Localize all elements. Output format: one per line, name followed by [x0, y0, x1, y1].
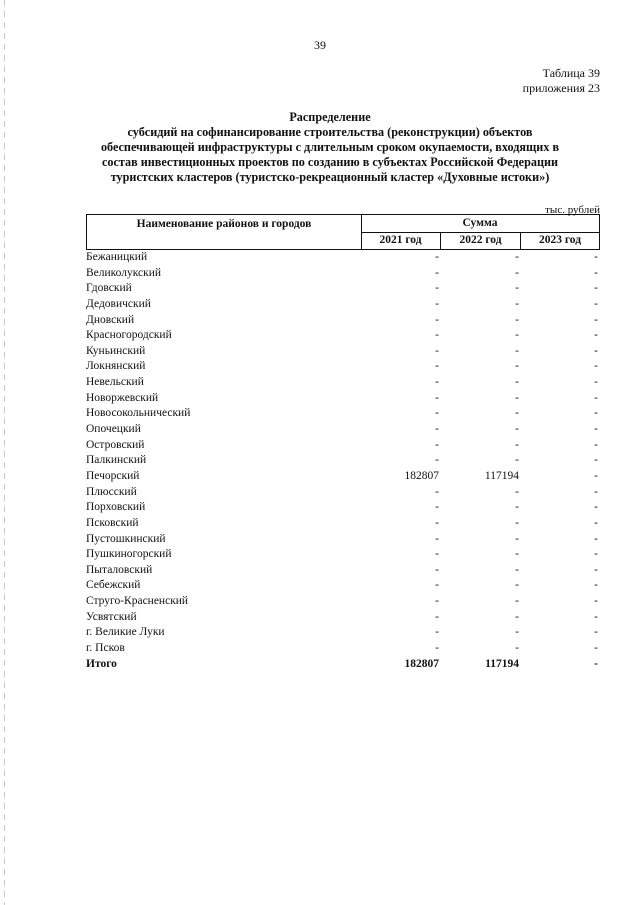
- district-name: Дедовичский: [86, 297, 151, 310]
- value-2022: -: [515, 313, 519, 326]
- value-2022: -: [515, 579, 519, 592]
- table-row: [86, 297, 600, 313]
- table-row: [86, 406, 600, 422]
- table-reference: [523, 66, 600, 96]
- title-heading: Распределение: [289, 110, 371, 124]
- value-2021: -: [435, 266, 439, 279]
- district-name: Новосокольнический: [86, 407, 191, 420]
- value-2022: -: [515, 266, 519, 279]
- value-2021: -: [435, 485, 439, 498]
- title-line: туристских кластеров (туристско-рекреационный кластер «Духовные истоки»): [110, 170, 550, 184]
- district-name: Пустошкинский: [86, 532, 166, 545]
- table-row: [86, 563, 600, 579]
- district-name: Локнянский: [86, 360, 146, 373]
- value-2023: -: [594, 329, 598, 342]
- district-name: Пыталовский: [86, 563, 153, 576]
- value-2021: -: [435, 626, 439, 639]
- value-2021: -: [435, 438, 439, 451]
- value-2021: -: [435, 610, 439, 623]
- value-2023: -: [594, 469, 598, 482]
- value-2023: -: [594, 266, 598, 279]
- district-name: Порховский: [86, 501, 146, 514]
- table-row: [86, 266, 600, 282]
- district-name: Палкинский: [86, 454, 147, 467]
- value-2023: -: [594, 610, 598, 623]
- table-row: [86, 532, 600, 548]
- district-name: Гдовский: [86, 282, 132, 295]
- table-row: [86, 422, 600, 438]
- value-2023: -: [594, 313, 598, 326]
- value-2021: -: [435, 642, 439, 655]
- value-2022: -: [515, 297, 519, 310]
- value-2021: -: [435, 282, 439, 295]
- value-2023: -: [594, 423, 598, 436]
- value-2023: -: [594, 642, 598, 655]
- total-label: Итого: [86, 657, 117, 670]
- table-row: [86, 391, 600, 407]
- district-name: Бежаницкий: [86, 251, 148, 263]
- value-2022: -: [515, 563, 519, 576]
- district-name: Плюсский: [86, 485, 137, 498]
- value-2022: -: [515, 610, 519, 623]
- value-2021: -: [435, 329, 439, 342]
- value-2022: -: [515, 391, 519, 404]
- header-year-2022: 2022 год: [441, 232, 521, 249]
- table-row: [86, 453, 600, 469]
- value-2022: -: [515, 548, 519, 561]
- table-row: [86, 313, 600, 329]
- title-line: обеспечивающей инфраструктуры с длительным сроком окупаемости, входящих в: [100, 140, 560, 154]
- district-name: Невельский: [86, 376, 144, 389]
- value-2021: -: [435, 548, 439, 561]
- total-2021: 182807: [404, 657, 439, 670]
- district-name: Опочецкий: [86, 423, 141, 436]
- table-row: [86, 375, 600, 391]
- table-row: [86, 281, 600, 297]
- table-row: [86, 485, 600, 501]
- value-2023: -: [594, 407, 598, 420]
- value-2023: -: [594, 391, 598, 404]
- value-2021: -: [435, 360, 439, 373]
- value-2023: -: [594, 532, 598, 545]
- table-row: [86, 438, 600, 454]
- district-name: Новоржевский: [86, 391, 159, 404]
- value-2021: -: [435, 313, 439, 326]
- value-2022: -: [515, 642, 519, 655]
- value-2021: -: [435, 376, 439, 389]
- value-2022: -: [515, 251, 519, 263]
- table-row: [86, 625, 600, 641]
- units-label: тыс. рублей: [545, 204, 600, 216]
- table-row: [86, 547, 600, 563]
- value-2022: -: [515, 532, 519, 545]
- value-2021: -: [435, 454, 439, 467]
- value-2023: -: [594, 297, 598, 310]
- title-line: субсидий на софинансирование строительства (реконструкции) объектов: [127, 125, 533, 139]
- value-2023: -: [594, 548, 598, 561]
- header-year-2023: 2023 год: [538, 234, 582, 246]
- value-2022: -: [515, 626, 519, 639]
- value-2023: -: [594, 344, 598, 357]
- value-2022: -: [515, 376, 519, 389]
- district-name: Островский: [86, 438, 145, 451]
- table-body: [86, 250, 600, 672]
- value-2021: -: [435, 579, 439, 592]
- value-2022: -: [515, 516, 519, 529]
- value-2023: -: [594, 485, 598, 498]
- table-row: [86, 359, 600, 375]
- district-name: Печорский: [86, 469, 140, 482]
- header-year-2021: 2021 год: [361, 232, 441, 249]
- value-2023: -: [594, 376, 598, 389]
- table-row: [86, 500, 600, 516]
- table-row: [86, 516, 600, 532]
- value-2022: -: [515, 407, 519, 420]
- value-2021: -: [435, 595, 439, 608]
- table-row: [86, 328, 600, 344]
- district-name: Псковский: [86, 516, 139, 529]
- value-2022: -: [515, 485, 519, 498]
- total-2023: -: [594, 657, 598, 670]
- header-sum: Сумма: [361, 215, 599, 233]
- value-2021: -: [435, 297, 439, 310]
- value-2022: -: [515, 454, 519, 467]
- district-name: Пушкиногорский: [86, 548, 172, 561]
- value-2021: -: [435, 391, 439, 404]
- document-title: [70, 110, 590, 185]
- value-2022: -: [515, 360, 519, 373]
- table-number: Таблица 39: [542, 66, 600, 80]
- district-name: Себежский: [86, 579, 141, 592]
- value-2021: 182807: [404, 469, 439, 482]
- table-header: [86, 214, 600, 250]
- title-line: состав инвестиционных проектов по созданию в субъектах Российской Федерации: [101, 155, 559, 169]
- value-2021: -: [435, 516, 439, 529]
- value-2023: -: [594, 626, 598, 639]
- value-2023: -: [594, 501, 598, 514]
- value-2023: -: [594, 282, 598, 295]
- table-row: [86, 469, 600, 485]
- value-2021: -: [435, 423, 439, 436]
- district-name: Струго-Красненский: [86, 595, 189, 608]
- value-2023: -: [594, 251, 598, 263]
- value-2022: -: [515, 329, 519, 342]
- total-2022: 117194: [485, 657, 519, 670]
- table-row: [86, 594, 600, 610]
- value-2023: -: [594, 438, 598, 451]
- value-2022: -: [515, 595, 519, 608]
- value-2021: -: [435, 501, 439, 514]
- district-name: Дновский: [86, 313, 135, 326]
- district-name: Великолукский: [86, 266, 162, 279]
- value-2021: -: [435, 407, 439, 420]
- value-2022: -: [515, 501, 519, 514]
- district-name: г. Великие Луки: [86, 626, 165, 639]
- district-name: Куньинский: [86, 344, 146, 357]
- value-2022: -: [515, 423, 519, 436]
- value-2023: -: [594, 579, 598, 592]
- value-2023: -: [594, 454, 598, 467]
- scan-edge-line: [4, 0, 5, 905]
- value-2023: -: [594, 516, 598, 529]
- value-2022: -: [515, 438, 519, 451]
- table-row: [86, 610, 600, 626]
- header-district-name: Наименование районов и городов: [87, 215, 362, 249]
- value-2022: 117194: [484, 469, 519, 482]
- value-2023: -: [594, 595, 598, 608]
- table-row: [86, 250, 600, 266]
- district-name: г. Псков: [86, 642, 125, 655]
- value-2023: -: [594, 360, 598, 373]
- district-name: Красногородский: [86, 329, 172, 342]
- value-2021: -: [435, 344, 439, 357]
- table-row: [86, 578, 600, 594]
- value-2023: -: [594, 563, 598, 576]
- value-2021: -: [435, 532, 439, 545]
- appendix-reference: приложения 23: [522, 81, 600, 95]
- table-row: [86, 641, 600, 657]
- value-2021: -: [435, 251, 439, 263]
- value-2021: -: [435, 563, 439, 576]
- table-row: [86, 344, 600, 360]
- value-2022: -: [515, 344, 519, 357]
- value-2022: -: [515, 282, 519, 295]
- total-row: [86, 657, 600, 673]
- district-name: Усвятский: [86, 610, 137, 623]
- page-number: 39: [314, 38, 326, 52]
